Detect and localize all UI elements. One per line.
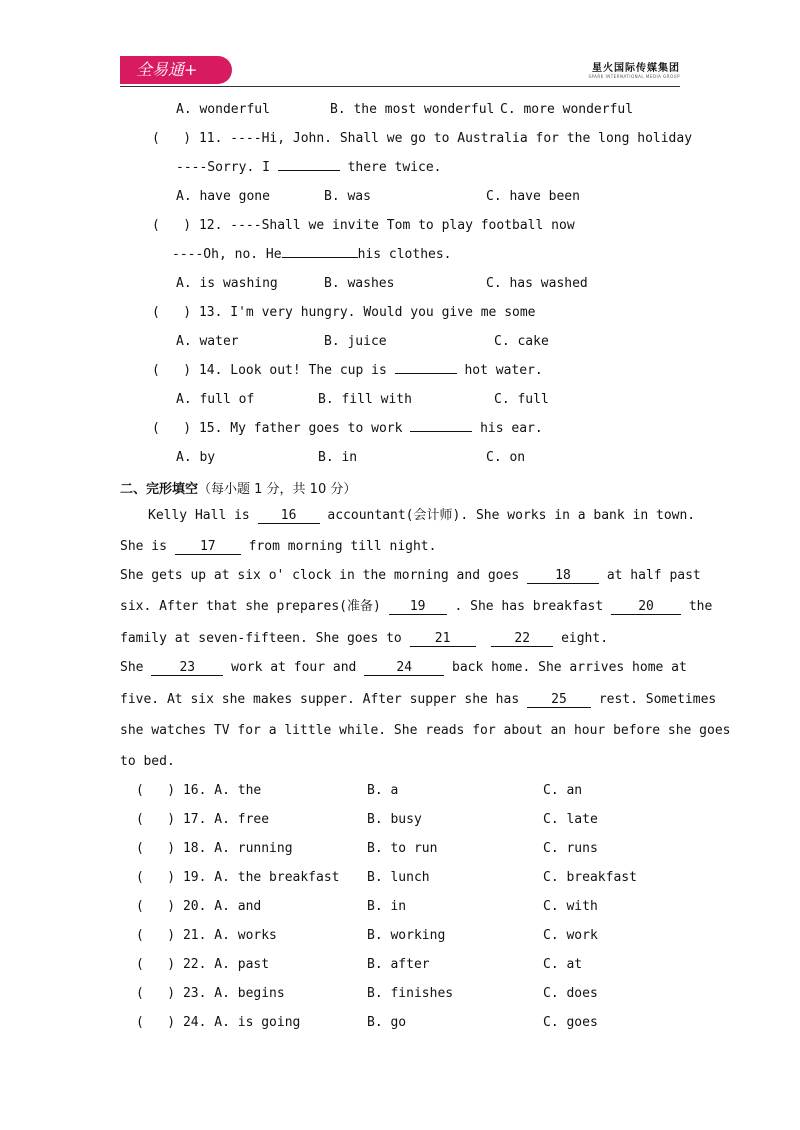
cloze-q21-a: ( ) 21. A. works — [136, 928, 277, 943]
cloze-q22-a: ( ) 22. A. past — [136, 957, 270, 972]
passage-text: Kelly Hall is — [148, 508, 258, 523]
passage-text: work at four and — [223, 660, 365, 675]
passage-text: accountant(会计师). She works in a bank in town. — [319, 508, 696, 523]
passage-line-1 — [148, 508, 695, 524]
answer-blank — [282, 257, 358, 258]
section-title-text: 二、完形填空 — [120, 482, 199, 497]
passage-line-5 — [120, 631, 608, 647]
blank-25: 25 — [527, 693, 591, 708]
blank-20: 20 — [611, 600, 681, 615]
q14-option-c: C. full — [494, 392, 549, 407]
q13-stem: ( ) 13. I'm very hungry. Would you give me some — [152, 305, 536, 320]
blank-16: 16 — [258, 509, 320, 524]
passage-text: family at seven-fifteen. She goes to — [120, 631, 410, 646]
q14-option-a: A. full of — [176, 392, 255, 407]
q12-option-a: A. is washing — [176, 276, 278, 291]
q12-line2-post: his clothes. — [357, 247, 452, 262]
cloze-q24-c: C. goes — [543, 1015, 598, 1030]
passage-line-6 — [120, 660, 687, 676]
q11-option-a: A. have gone — [176, 189, 270, 204]
cloze-q23-a: ( ) 23. A. begins — [136, 986, 285, 1001]
q11-option-b: B. was — [324, 189, 371, 204]
q13-option-a: A. water — [176, 334, 239, 349]
blank-21: 21 — [410, 632, 476, 647]
section-note: （每小题 1 分，共 10 分） — [198, 482, 357, 497]
passage-line-9: to bed. — [120, 754, 175, 769]
passage-text: rest. Sometimes — [591, 692, 717, 707]
q12-option-b: B. washes — [324, 276, 395, 291]
answer-blank — [395, 373, 457, 374]
q11-line2-pre: ----Sorry. I — [176, 160, 278, 175]
header-divider — [120, 86, 680, 87]
cloze-q19-b: B. lunch — [367, 870, 430, 885]
passage-text: She is — [120, 539, 175, 554]
q15-option-b: B. in — [318, 450, 358, 465]
cloze-q22-b: B. after — [367, 957, 430, 972]
q11-option-c: C. have been — [486, 189, 580, 204]
brand-name-cn: 星火国际传媒集团 — [592, 63, 680, 74]
blank-19: 19 — [389, 600, 447, 615]
cloze-q18-c: C. runs — [543, 841, 598, 856]
blank-24: 24 — [364, 661, 444, 676]
cloze-q20-a: ( ) 20. A. and — [136, 899, 262, 914]
cloze-q17-a: ( ) 17. A. free — [136, 812, 270, 827]
q12-line2 — [172, 247, 452, 263]
answer-blank — [410, 431, 472, 432]
q15-stem-post: his ear. — [472, 421, 543, 436]
cloze-q19-a: ( ) 19. A. the breakfast — [136, 870, 340, 885]
cloze-q17-b: B. busy — [367, 812, 422, 827]
q15-stem-pre: ( ) 15. My father goes to work — [152, 421, 411, 436]
blank-18: 18 — [527, 569, 599, 584]
passage-text: six. After that she prepares(准备) — [120, 599, 389, 614]
q11-stem: ( ) 11. ----Hi, John. Shall we go to Australia for the long holiday — [152, 131, 693, 146]
passage-line-7 — [120, 692, 716, 708]
passage-text: She gets up at six o' clock in the morning and goes — [120, 568, 527, 583]
q15-option-c: C. on — [486, 450, 526, 465]
passage-text: . She has breakfast — [446, 599, 612, 614]
cloze-q18-b: B. to run — [367, 841, 438, 856]
cloze-q24-b: B. go — [367, 1015, 407, 1030]
cloze-q20-b: B. in — [367, 899, 407, 914]
passage-text: the — [681, 599, 713, 614]
q12-line2-pre: ----Oh, no. He — [172, 247, 282, 262]
cloze-q21-c: C. work — [543, 928, 598, 943]
q13-option-c: C. cake — [494, 334, 549, 349]
brand-name-en: SPARK INTERNATIONAL MEDIA GROUP — [588, 74, 680, 79]
cloze-q16-b: B. a — [367, 783, 399, 798]
blank-17: 17 — [175, 540, 241, 555]
answer-blank — [278, 170, 340, 171]
q10-option-c: C. more wonderful — [500, 102, 634, 117]
q15-stem — [152, 421, 543, 437]
passage-line-8: she watches TV for a little while. She reads for about an hour before she goes — [120, 723, 731, 738]
blank-23: 23 — [151, 661, 223, 676]
cloze-q23-b: B. finishes — [367, 986, 454, 1001]
cloze-q21-b: B. working — [367, 928, 446, 943]
q13-option-b: B. juice — [324, 334, 387, 349]
passage-line-3 — [120, 568, 701, 584]
publisher-logo: 全易通+ — [120, 56, 232, 84]
passage-text: back home. She arrives home at — [444, 660, 687, 675]
q15-option-a: A. by — [176, 450, 216, 465]
q14-stem-post: hot water. — [456, 363, 543, 378]
q12-option-c: C. has washed — [486, 276, 588, 291]
cloze-q19-c: C. breakfast — [543, 870, 637, 885]
cloze-q17-c: C. late — [543, 812, 598, 827]
cloze-q16-c: C. an — [543, 783, 583, 798]
passage-text: from morning till night. — [240, 539, 437, 554]
cloze-q23-c: C. does — [543, 986, 598, 1001]
q14-stem-pre: ( ) 14. Look out! The cup is — [152, 363, 395, 378]
q11-line2 — [176, 160, 442, 176]
passage-text: five. At six she makes supper. After supper she has — [120, 692, 527, 707]
q11-line2-post: there twice. — [339, 160, 442, 175]
cloze-q24-a: ( ) 24. A. is going — [136, 1015, 301, 1030]
section-title — [120, 478, 356, 497]
q12-stem: ( ) 12. ----Shall we invite Tom to play football now — [152, 218, 575, 233]
passage-text: She — [120, 660, 152, 675]
brand-block — [588, 59, 680, 79]
cloze-q18-a: ( ) 18. A. running — [136, 841, 293, 856]
cloze-q20-c: C. with — [543, 899, 598, 914]
cloze-q22-c: C. at — [543, 957, 583, 972]
cloze-q16-a: ( ) 16. A. the — [136, 783, 262, 798]
passage-line-4 — [120, 599, 712, 615]
blank-22: 22 — [491, 632, 553, 647]
passage-line-2 — [120, 539, 436, 555]
passage-text: at half past — [599, 568, 701, 583]
page-header — [120, 56, 680, 86]
passage-text: eight. — [553, 631, 609, 646]
q14-stem — [152, 363, 543, 379]
q10-option-a: A. wonderful — [176, 102, 270, 117]
q14-option-b: B. fill with — [318, 392, 412, 407]
q10-option-b: B. the most wonderful — [330, 102, 495, 117]
